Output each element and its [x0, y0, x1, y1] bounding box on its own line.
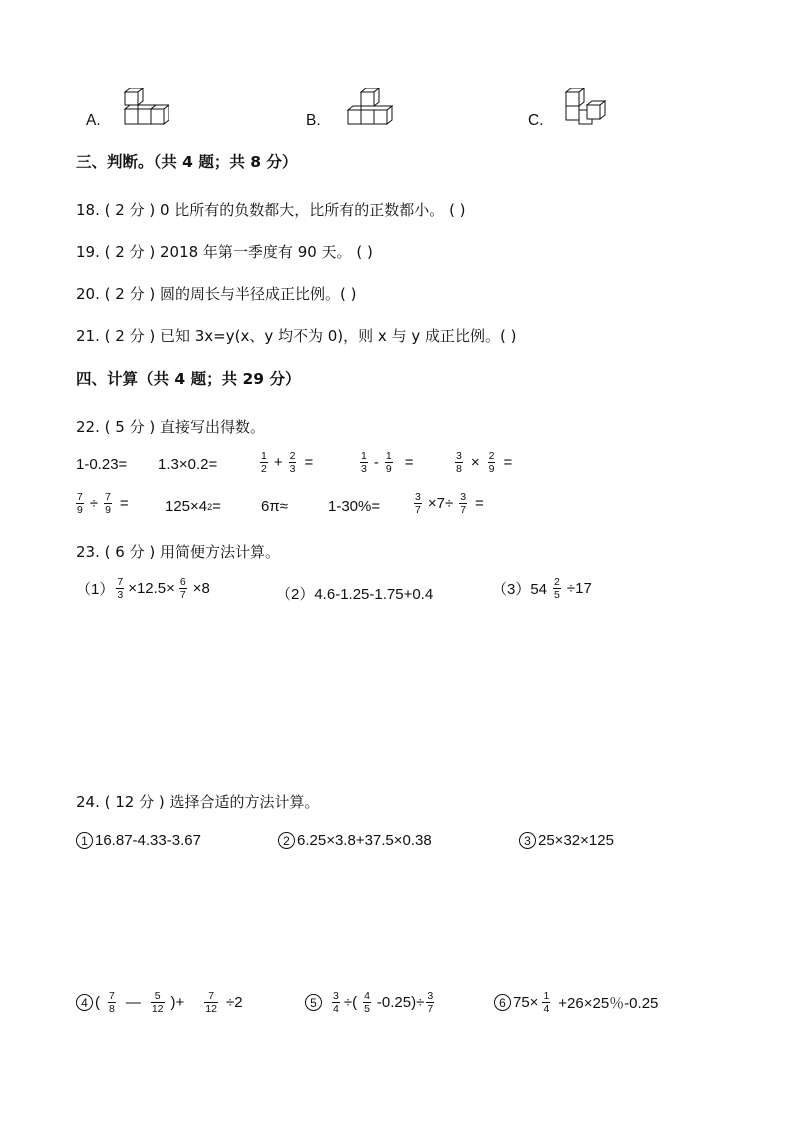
- q22-item-i: 1-30%=: [328, 498, 381, 515]
- cube-figure-a-icon: [103, 88, 169, 128]
- q23-part-3: （3）54 $\frac{2}{5}$ ÷17: [492, 576, 592, 602]
- fraction: $\frac{3}{8}$: [456, 450, 462, 476]
- question-19: [76, 241, 373, 262]
- q22-item-j: $\frac{3}{7}$ ×7÷ $\frac{3}{7}$ =: [415, 491, 484, 517]
- q22-item-a: 1-0.23=: [76, 456, 128, 473]
- question-text: 直接写出得数。: [159, 418, 265, 436]
- question-23: [76, 541, 280, 562]
- section-4-heading: 四、计算（共 4 题；共 29 分）: [76, 370, 301, 388]
- fraction: $\frac{3}{7}$: [460, 491, 467, 517]
- question-score: ( 12 分 ): [104, 793, 165, 811]
- q22-item-f: $\frac{7}{9}$ ÷ $\frac{7}{9}$ =: [77, 491, 129, 517]
- circled-number: 5: [305, 994, 322, 1011]
- q24-item-6: 6 75× $\frac{1}{4}$ +26×25％-0.25: [494, 990, 658, 1015]
- fraction: $\frac{1}{4}$: [543, 990, 550, 1016]
- question-number: 24.: [76, 793, 100, 811]
- question-text: 已知 3x=y(x、y 均不为 0)，则 x 与 y 成正比例。( ): [159, 327, 517, 345]
- question-text: 用简便方法计算。: [159, 543, 280, 561]
- q24-item-2: 2 6.25×3.8+37.5×0.38: [278, 832, 432, 849]
- option-b-label: B.: [306, 111, 321, 129]
- q22-item-e: $\frac{3}{8}$ × $\frac{2}{9}$ =: [456, 450, 513, 476]
- fraction: $\frac{3}{7}$: [415, 491, 421, 517]
- q22-item-g: 125×4 2 =: [165, 498, 221, 515]
- circled-number: 4: [76, 994, 93, 1011]
- question-22: [76, 416, 265, 437]
- q22-item-h: 6π≈: [261, 498, 288, 515]
- fraction: $\frac{2}{5}$: [554, 576, 560, 602]
- section-3-heading: 三、判断。（共 4 题；共 8 分）: [76, 153, 298, 171]
- question-20: [76, 283, 356, 304]
- q23-part-1: （1） $\frac{7}{3}$ ×12.5× $\frac{6}{7}$ ×8: [76, 576, 210, 602]
- cube-figure-c-icon: [546, 88, 612, 128]
- circled-number: 6: [494, 994, 511, 1011]
- fraction: $\frac{3}{7}$: [427, 990, 434, 1016]
- question-score: ( 2 分 ): [104, 243, 156, 261]
- fraction: $\frac{2}{3}$: [289, 450, 296, 476]
- fraction: $\frac{1}{2}$: [261, 450, 267, 476]
- question-score: ( 2 分 ): [104, 201, 156, 219]
- question-24: [76, 791, 320, 812]
- circled-number: 2: [278, 832, 295, 849]
- fraction: $\frac{1}{9}$: [385, 450, 392, 476]
- option-a[interactable]: [86, 88, 169, 128]
- question-text: 圆的周长与半径成正比例。( ): [159, 285, 357, 303]
- question-number: 20.: [76, 285, 100, 303]
- question-number: 19.: [76, 243, 100, 261]
- cube-figure-b-icon: [323, 88, 393, 128]
- q24-item-1: 1 16.87-4.33-3.67: [76, 832, 201, 849]
- q22-item-d: $\frac{1}{3}$ - $\frac{1}{9}$ =: [361, 450, 414, 476]
- fraction: $\frac{7}{3}$: [117, 576, 124, 602]
- option-b[interactable]: [306, 88, 393, 128]
- fraction: $\frac{7}{12}$: [205, 990, 217, 1016]
- fraction: $\frac{3}{4}$: [333, 990, 339, 1016]
- question-score: ( 5 分 ): [104, 418, 156, 436]
- q24-item-4: 4 ( $\frac{7}{8}$ — $\frac{5}{12}$ )+ $\frac{7}{12}$ ÷2: [76, 990, 243, 1015]
- question-number: 23.: [76, 543, 100, 561]
- fraction: $\frac{7}{8}$: [109, 990, 115, 1016]
- fraction: $\frac{1}{3}$: [361, 450, 367, 476]
- fraction: $\frac{4}{5}$: [364, 990, 370, 1016]
- option-c[interactable]: [528, 88, 612, 128]
- q23-part-2: （2）4.6-1.25-1.75+0.4: [276, 586, 434, 603]
- question-score: ( 2 分 ): [104, 327, 156, 345]
- question-number: 22.: [76, 418, 100, 436]
- q22-item-b: 1.3×0.2=: [158, 456, 218, 473]
- circled-number: 3: [519, 832, 536, 849]
- option-a-label: A.: [86, 111, 101, 129]
- question-score: ( 2 分 ): [104, 285, 156, 303]
- fraction: $\frac{7}{9}$: [105, 491, 111, 517]
- question-text: 0 比所有的负数都大，比所有的正数都小。 ( ): [159, 201, 466, 219]
- fraction: $\frac{5}{12}$: [151, 990, 164, 1016]
- q24-item-5: 5 $\frac{3}{4}$ ÷( $\frac{4}{5}$ -0.25)÷ $\frac{3}{7}$: [305, 990, 436, 1015]
- question-21: [76, 325, 516, 346]
- fraction: $\frac{2}{9}$: [488, 450, 495, 476]
- question-number: 18.: [76, 201, 100, 219]
- question-18: [76, 199, 466, 220]
- circled-number: 1: [76, 832, 93, 849]
- question-text: 2018 年第一季度有 90 天。 ( ): [159, 243, 373, 261]
- question-number: 21.: [76, 327, 100, 345]
- q24-item-3: 3 25×32×125: [519, 832, 614, 849]
- fraction: $\frac{7}{9}$: [77, 491, 83, 517]
- option-c-label: C.: [528, 111, 544, 129]
- question-text: 选择合适的方法计算。: [169, 793, 320, 811]
- question-score: ( 6 分 ): [104, 543, 156, 561]
- q22-item-c: $\frac{1}{2}$ + $\frac{2}{3}$ =: [261, 450, 314, 476]
- fraction: $\frac{6}{7}$: [179, 576, 186, 602]
